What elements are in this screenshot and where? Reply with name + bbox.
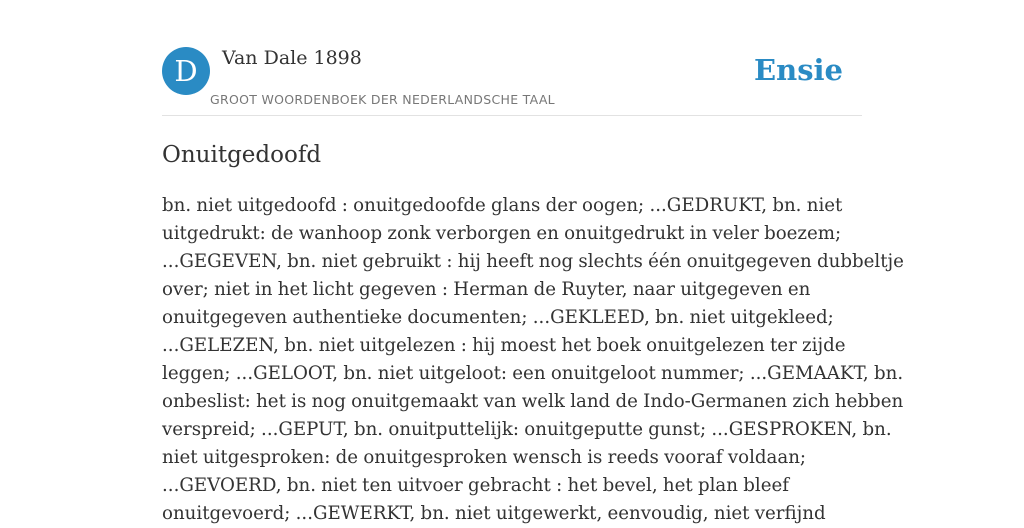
source-subtitle: GROOT WOORDENBOEK DER NEDERLANDSCHE TAAL — [210, 92, 555, 107]
definition-line: verspreid; ...GEPUT, bn. onuitputtelijk: onuitgeputte gunst; ...GESPROKEN, bn. — [162, 419, 892, 440]
entry-title: Onuitgedoofd — [162, 142, 322, 168]
definition-line: onuitgevoerd; ...GEWERKT, bn. niet uitgewerkt, eenvoudig, niet verfijnd — [162, 503, 826, 524]
definition-line: ...GEGEVEN, bn. niet gebruikt : hij heeft nog slechts één onuitgegeven dubbeltje — [162, 251, 904, 272]
brand-logo[interactable]: Ensie — [754, 53, 843, 87]
source-avatar[interactable]: D — [162, 47, 210, 95]
definition-line: onuitgegeven authentieke documenten; ...GEKLEED, bn. niet uitgekleed; — [162, 307, 834, 328]
entry-definition — [162, 192, 904, 528]
definition-line: onbeslist: het is nog onuitgemaakt van welk land de Indo-Germanen zich hebben — [162, 391, 904, 412]
definition-line: ...GEVOERD, bn. niet ten uitvoer gebracht : het bevel, het plan bleef — [162, 475, 789, 496]
definition-line: ...GELEZEN, bn. niet uitgelezen : hij moest het boek onuitgelezen ter zijde — [162, 335, 846, 356]
header-divider — [162, 115, 862, 116]
definition-line: over; niet in het licht gegeven : Herman de Ruyter, naar uitgegeven en — [162, 279, 811, 300]
source-title[interactable]: Van Dale 1898 — [222, 47, 362, 69]
definition-line: uitgedrukt: de wanhoop zonk verborgen en onuitgedrukt in veler boezem; — [162, 223, 842, 244]
definition-line: niet uitgesproken: de onuitgesproken wensch is reeds vooraf voldaan; — [162, 447, 807, 468]
page-header — [162, 46, 862, 116]
definition-line: leggen; ...GELOOT, bn. niet uitgeloot: een onuitgeloot nummer; ...GEMAAKT, bn. — [162, 363, 904, 384]
definition-line: bn. niet uitgedoofd : onuitgedoofde glans der oogen; ...GEDRUKT, bn. niet — [162, 195, 843, 216]
